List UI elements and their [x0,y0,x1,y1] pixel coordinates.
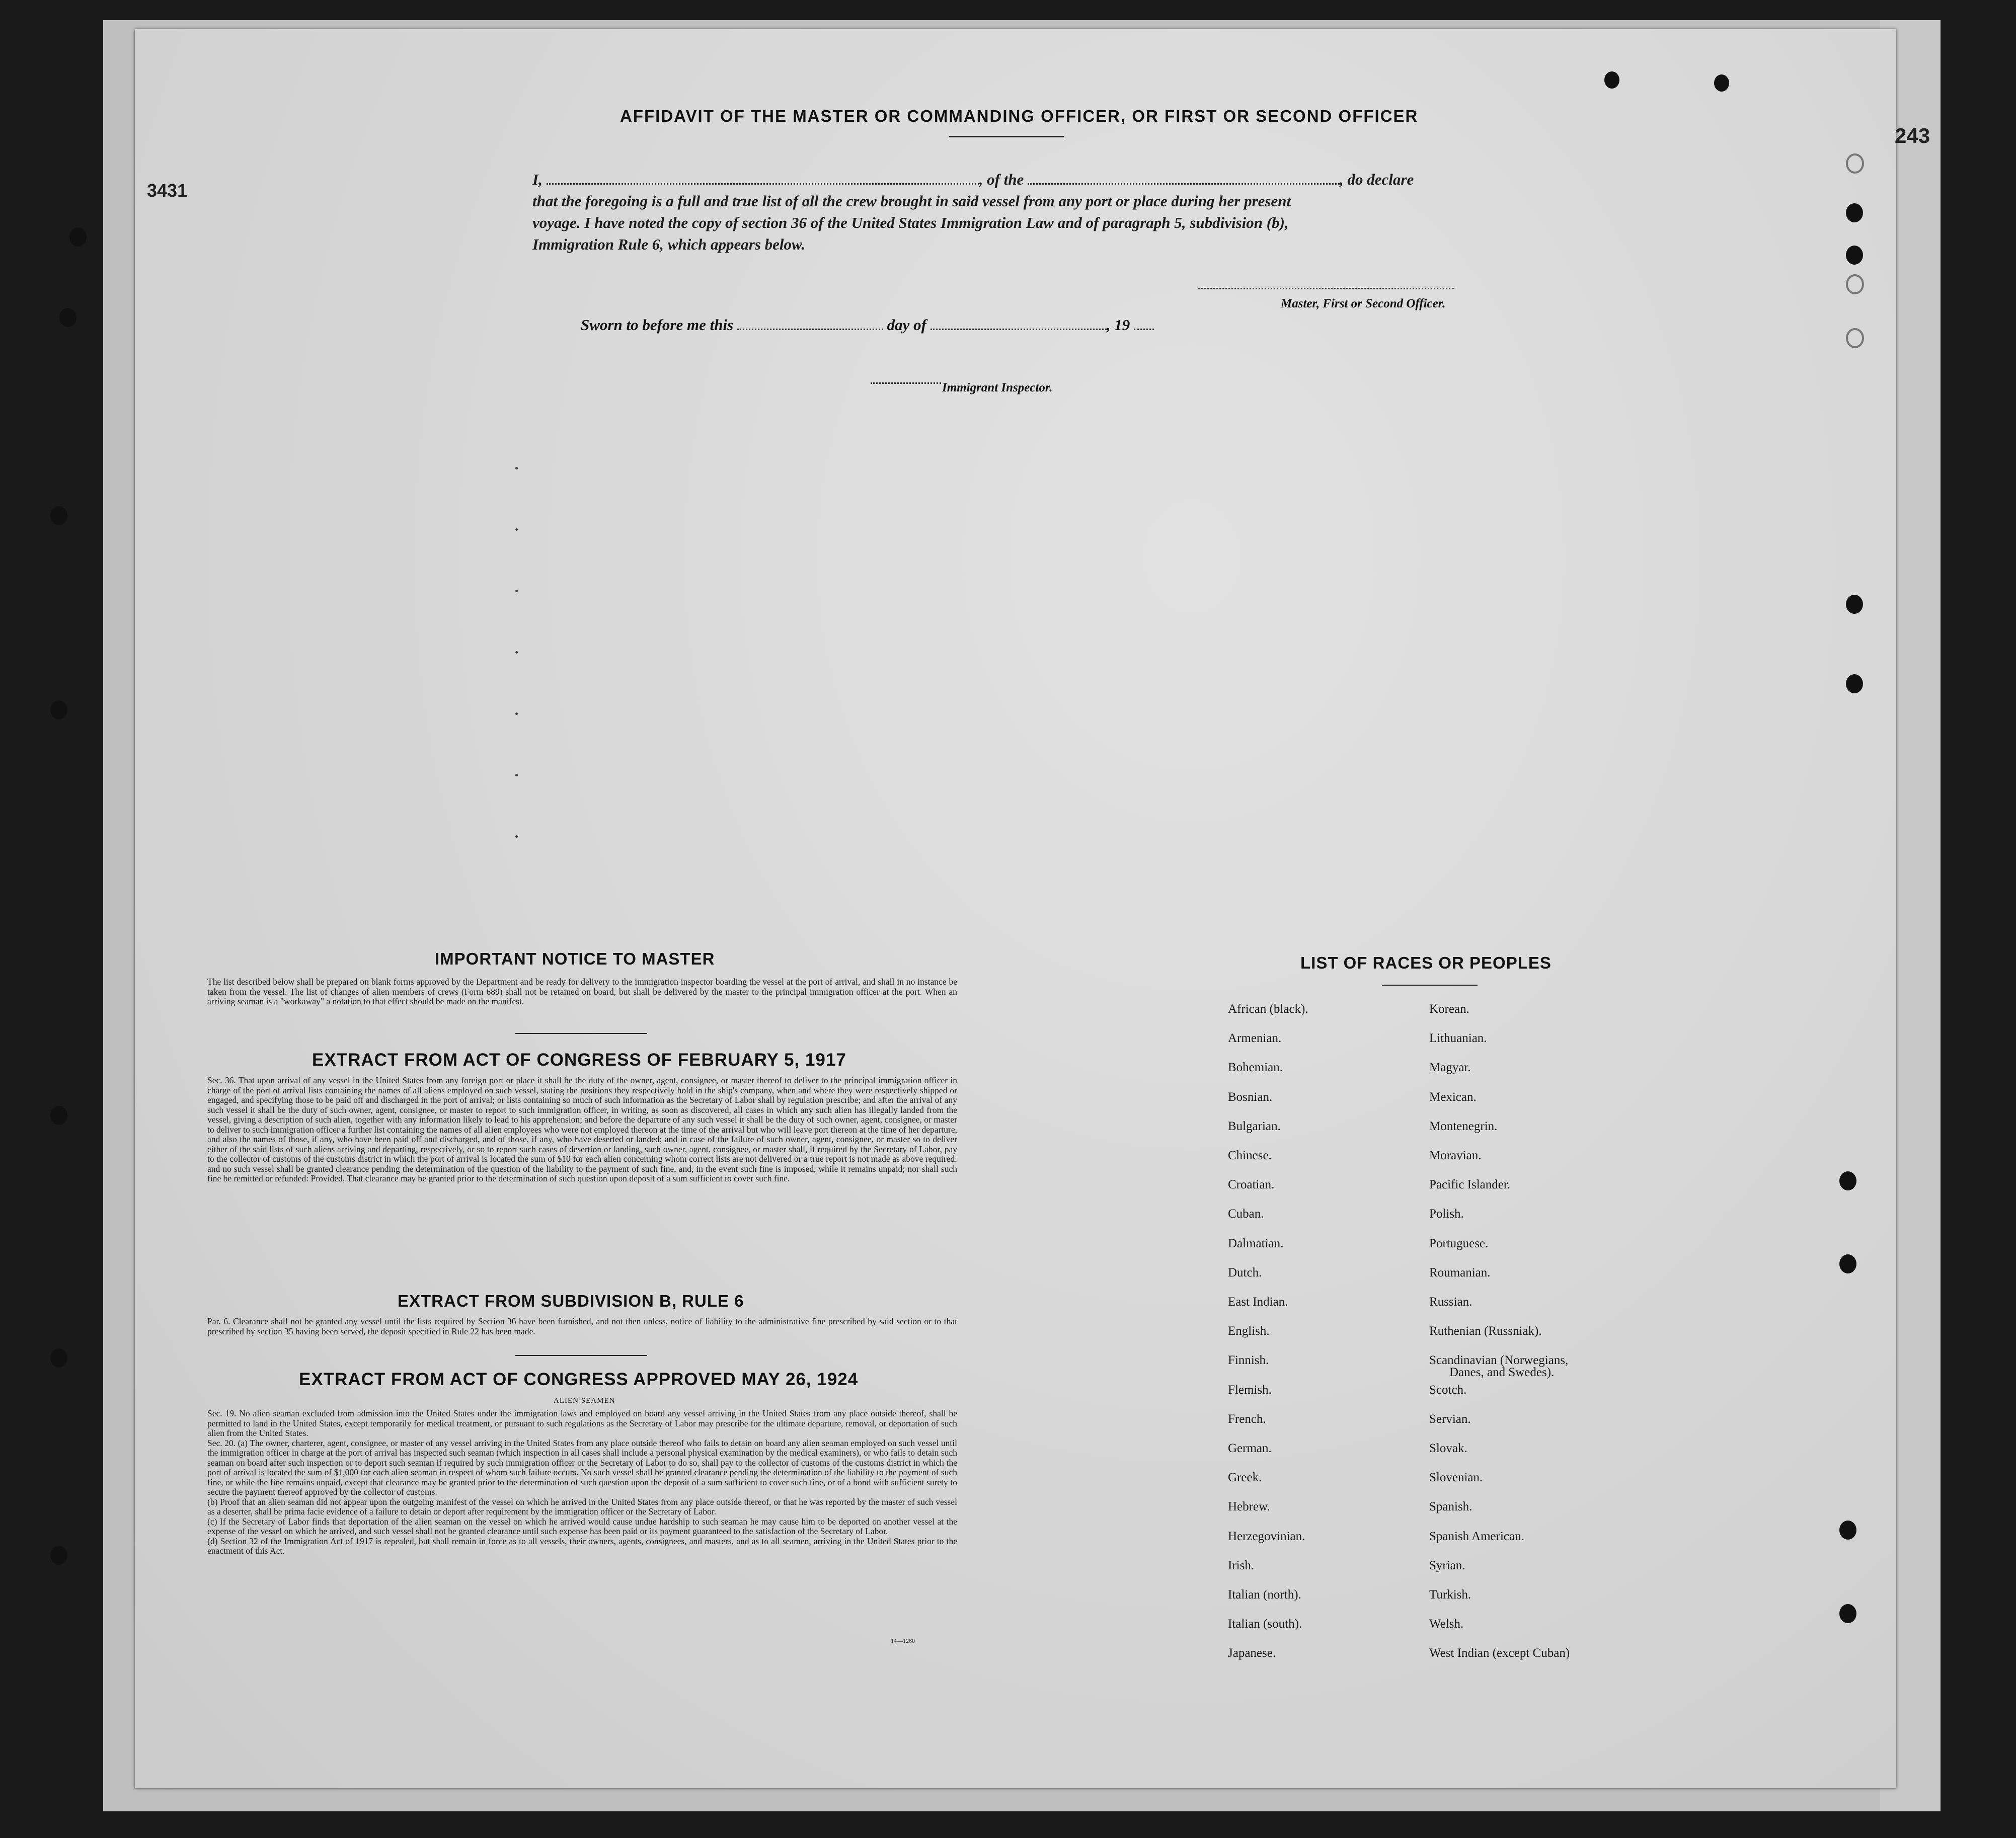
race-item: Magyar. [1429,1061,1471,1075]
alien-seamen-subtitle: ALIEN SEAMEN [554,1397,615,1405]
paragraph: Sec. 19. No alien seaman excluded from admission into the United States under the immigration laws and employed on board any vessel arriving in the United States from any place outside thereof, shall be permitted to land in the United States, except temporarily for medical treatment, or pursuant to such regulations as the Secretary of Labor may prescribe for the ultimate departure, removal, or deportation of such alien from the United States. [207,1408,957,1438]
text-i: I, [532,171,542,188]
notice-body: The list described below shall be prepared on blank forms approved by the Department and be ready for delivery to the immigration inspector boarding the vessel at the port of arrival, and shall in no instance be taken from the vessel. The list of changes of alien members of crews (Form 689) shall not be retained on board, but shall be delivered by the master to the principal immigration officer at the port. When an arriving seaman is a "workaway" a notation to that effect should be made on the manifest. [207,977,957,1006]
extract-rule6-title: EXTRACT FROM SUBDIVISION B, RULE 6 [398,1292,744,1310]
sworn-month-field[interactable] [931,329,1107,330]
binder-hole [1846,328,1864,348]
paragraph: (b) Proof that an alien seaman did not appear upon the outgoing manifest of the vessel on which he arrived in the United States from any place outside thereof, or that he was reported by the master of such vessel as a deserter, shall be prima facie evidence of a failure to detain or deport after requirement by the immigration officer or the Secretary of Labor. [207,1496,957,1516]
race-item: Herzegovinian. [1228,1529,1305,1543]
bleed-mark [515,528,518,531]
race-item: Bohemian. [1228,1061,1283,1075]
form-number: 14—1260 [891,1637,915,1644]
declaration-line: that the foregoing is a full and true list of all the crew brought in said vessel from any port or place during her present [532,192,1291,210]
binder-hole [1846,246,1863,265]
race-item: Portuguese. [1429,1236,1489,1250]
page-number-stamp: 243 [1895,124,1930,147]
race-item: Italian (south). [1228,1617,1302,1631]
left-margin-number: 3431 [147,180,188,201]
binder-hole [1839,1254,1856,1273]
binder-hole [50,700,67,720]
title-rule [949,136,1064,137]
race-item: Bosnian. [1228,1090,1273,1104]
master-name-field[interactable] [547,183,979,185]
race-item: Greek. [1228,1471,1262,1485]
year-text: , 19 [1106,316,1130,334]
bleed-mark [515,835,518,838]
race-item: Syrian. [1429,1558,1465,1572]
binder-hole [1839,1171,1856,1190]
race-item: Slovak. [1429,1442,1467,1455]
binder-hole [1604,71,1619,89]
race-item: French. [1228,1412,1266,1426]
binder-hole [59,308,76,327]
race-item: English. [1228,1324,1270,1338]
sworn-line [581,316,1154,334]
race-item: Finnish. [1228,1353,1269,1368]
race-item: Montenegrin. [1429,1119,1498,1133]
race-item-continuation: Danes, and Swedes). [1449,1366,1555,1380]
race-item: Polish. [1429,1207,1464,1221]
binder-hole [1714,74,1729,92]
races-title-rule [1382,985,1478,986]
master-signature-field[interactable] [1198,288,1454,289]
binder-hole [50,506,67,525]
binder-hole [1846,595,1863,614]
extract-1917-body: Sec. 36. That upon arrival of any vessel in the United States from any foreign port or place it shall be the duty of the owner, agent, consignee, or master thereof to deliver to the principal immigration officer in charge of the port of arrival lists containing the names of all aliens employed on such vessel, stating the positions they respectively hold in the ship's company, when and where they were respectively shipped or engaged, and specifying those to be paid off and discharged in the port of arrival; or lists containing so much of such information as the Secretary of Labor shall by regulation prescribe; and after the arrival of any such vessel it shall be the duty of such owner, agent, consignee, or master to report to such immigration officer, in writing, as soon as discovered, all cases in which any such alien has illegally landed from the vessel, giving a description of such alien, together with any information likely to lead to his apprehension; and before the departure of any such vessel it shall be the duty of such owner, agent, consignee, or master to deliver to such immigration officer a further list containing the names of all alien employees who were not employed thereon at the time of the arrival but who will leave port thereon at the time of her departure, and also the names of those, if any, who have been paid off and discharged, and of those, if any, who have deserted or landed; and in case of the failure of such owner, agent, consignee, or master so to deliver either of the said lists of such aliens arriving and departing, respectively, or so to report such cases of desertion or landing, such owner, agent, consignee, or master shall, if required by the Secretary of Labor, pay to the collector of customs of the customs district in which the port of arrival is located the sum of $10 for each alien concerning whom correct lists are not delivered or a true report is not made as above required; and no such vessel shall be granted clearance pending the determination of the question of the liability to the payment of such fine, and, in the event such fine is imposed, while it remains unpaid; nor shall such fine be remitted or refunded: Provided, That clearance may be granted prior to the determination of such question upon deposit of a sum sufficient to cover such fine. [207,1075,957,1183]
text-do-declare: , do declare [1340,171,1414,188]
bleed-mark [515,467,518,469]
section-rule [515,1355,647,1356]
race-item: Hebrew. [1228,1500,1270,1514]
race-item: Mexican. [1429,1090,1477,1104]
paragraph: (c) If the Secretary of Labor finds that deportation of the alien seaman on the vessel on which he arrived would cause undue hardship to such seaman he may cause him to be deported on another vessel at the expense of the vessel on which he arrived, and such vessel shall not be granted clearance until such expense has been paid or its payment guaranteed to the satisfaction of the Secretary of Labor. [207,1516,957,1536]
extract-1924-title: EXTRACT FROM ACT OF CONGRESS APPROVED MAY 26, 1924 [299,1370,859,1389]
race-item: Servian. [1429,1412,1471,1426]
vessel-name-field[interactable] [1028,183,1340,185]
race-item: Flemish. [1228,1383,1272,1397]
section-rule [515,1033,647,1034]
sworn-year-field[interactable] [1134,329,1154,330]
race-item: Japanese. [1228,1646,1276,1660]
race-item: Armenian. [1228,1031,1282,1046]
master-signature-label: Master, First or Second Officer. [1281,297,1446,310]
race-item: Moravian. [1429,1149,1482,1162]
race-item: Pacific Islander. [1429,1178,1511,1192]
race-item: Turkish. [1429,1588,1471,1602]
binder-hole [50,1546,67,1565]
day-of-text: day of [887,316,926,334]
bleed-mark [515,712,518,715]
binder-hole [1846,203,1863,222]
binder-hole [1846,153,1864,174]
binder-hole [1839,1604,1856,1623]
races-title: LIST OF RACES OR PEOPLES [1300,953,1552,972]
race-item: East Indian. [1228,1295,1288,1309]
extract-1924-body [207,1409,957,1556]
race-item: Ruthenian (Russniak). [1429,1324,1542,1338]
race-item: Croatian. [1228,1178,1275,1192]
race-item: Spanish. [1429,1500,1472,1514]
declaration-line: Immigration Rule 6, which appears below. [532,235,806,253]
paragraph: Sec. 20. (a) The owner, charterer, agent, consignee, or master of any vessel arriving in the United States from any place outside thereof who fails to detain on board any alien seaman employed on such vessel until the immigration officer in charge at the port of arrival has inspected such seaman (which inspection in all cases shall include a personal physical examination by the medical examiners), or who fails to detain such seaman on board after such inspection or to deport such seaman if required by such immigration officer or the Secretary of Labor to do so, shall pay to the collector of customs of the customs district in which the port of arrival is located the sum of $1,000 for each alien seaman in respect of whom such failure occurs. No such vessel shall be granted clearance pending the determination of the liability to the payment of such fine, or while the fine remains unpaid, except that clearance may be granted prior to the determination of such question upon the deposit of a sum sufficient to cover such fine, or of a bond with sufficient surety to secure the payment thereof approved by the collector of customs. [207,1437,957,1497]
race-item: Irish. [1228,1558,1255,1572]
binder-hole [1846,274,1864,294]
race-item: Korean. [1429,1002,1469,1016]
race-item: Bulgarian. [1228,1119,1281,1133]
bleed-mark [515,774,518,776]
text-of-the: , of the [979,171,1024,188]
race-item: African (black). [1228,1002,1308,1016]
race-item: Lithuanian. [1429,1031,1487,1046]
race-item: Chinese. [1228,1149,1272,1162]
binder-hole [50,1106,67,1125]
inspector-signature-field[interactable] [871,382,941,384]
inspector-label: Immigrant Inspector. [942,381,1053,394]
notice-title: IMPORTANT NOTICE TO MASTER [435,949,715,968]
binder-hole [1839,1521,1856,1540]
race-item: Scotch. [1429,1383,1467,1397]
binder-hole [50,1348,67,1368]
race-item: Scandinavian (Norwegians, [1429,1353,1569,1368]
sworn-day-field[interactable] [737,329,883,330]
race-item: Welsh. [1429,1617,1464,1631]
race-item: Spanish American. [1429,1529,1524,1543]
paragraph: (d) Section 32 of the Immigration Act of 1917 is repealed, but shall remain in force as to all vessels, their owners, agents, consignees, and masters, and as to all seamen, arriving in the United States prior to the enactment of this Act. [207,1536,957,1556]
race-item: Russian. [1429,1295,1472,1309]
race-item: German. [1228,1442,1272,1455]
affidavit-declaration [532,169,1504,255]
race-item: Italian (north). [1228,1588,1301,1602]
race-item: Cuban. [1228,1207,1264,1221]
bleed-mark [515,651,518,654]
affidavit-title: AFFIDAVIT OF THE MASTER OR COMMANDING OFFICER, OR FIRST OR SECOND OFFICER [620,107,1419,125]
race-item: Dalmatian. [1228,1236,1284,1250]
race-item: Roumanian. [1429,1265,1491,1280]
race-item: Dutch. [1228,1265,1262,1280]
extract-1917-title: EXTRACT FROM ACT OF CONGRESS OF FEBRUARY 5, 1917 [312,1050,846,1070]
bleed-mark [515,590,518,592]
binder-hole [69,227,87,247]
race-item: West Indian (except Cuban) [1429,1646,1570,1660]
race-item: Slovenian. [1429,1471,1483,1485]
sworn-text: Sworn to before me this [581,316,734,334]
declaration-line: voyage. I have noted the copy of section 36 of the United States Immigration Law and of paragraph 5, subdivision (b), [532,214,1289,231]
extract-rule6-body: Par. 6. Clearance shall not be granted any vessel until the lists required by Section 36 have been furnished, and not then unless, notice of liability to the administrative fine prescribed by said section or to that prescribed by section 35 having been served, the deposit specified in Rule 22 has been made. [207,1316,957,1336]
binder-hole [1846,674,1863,693]
